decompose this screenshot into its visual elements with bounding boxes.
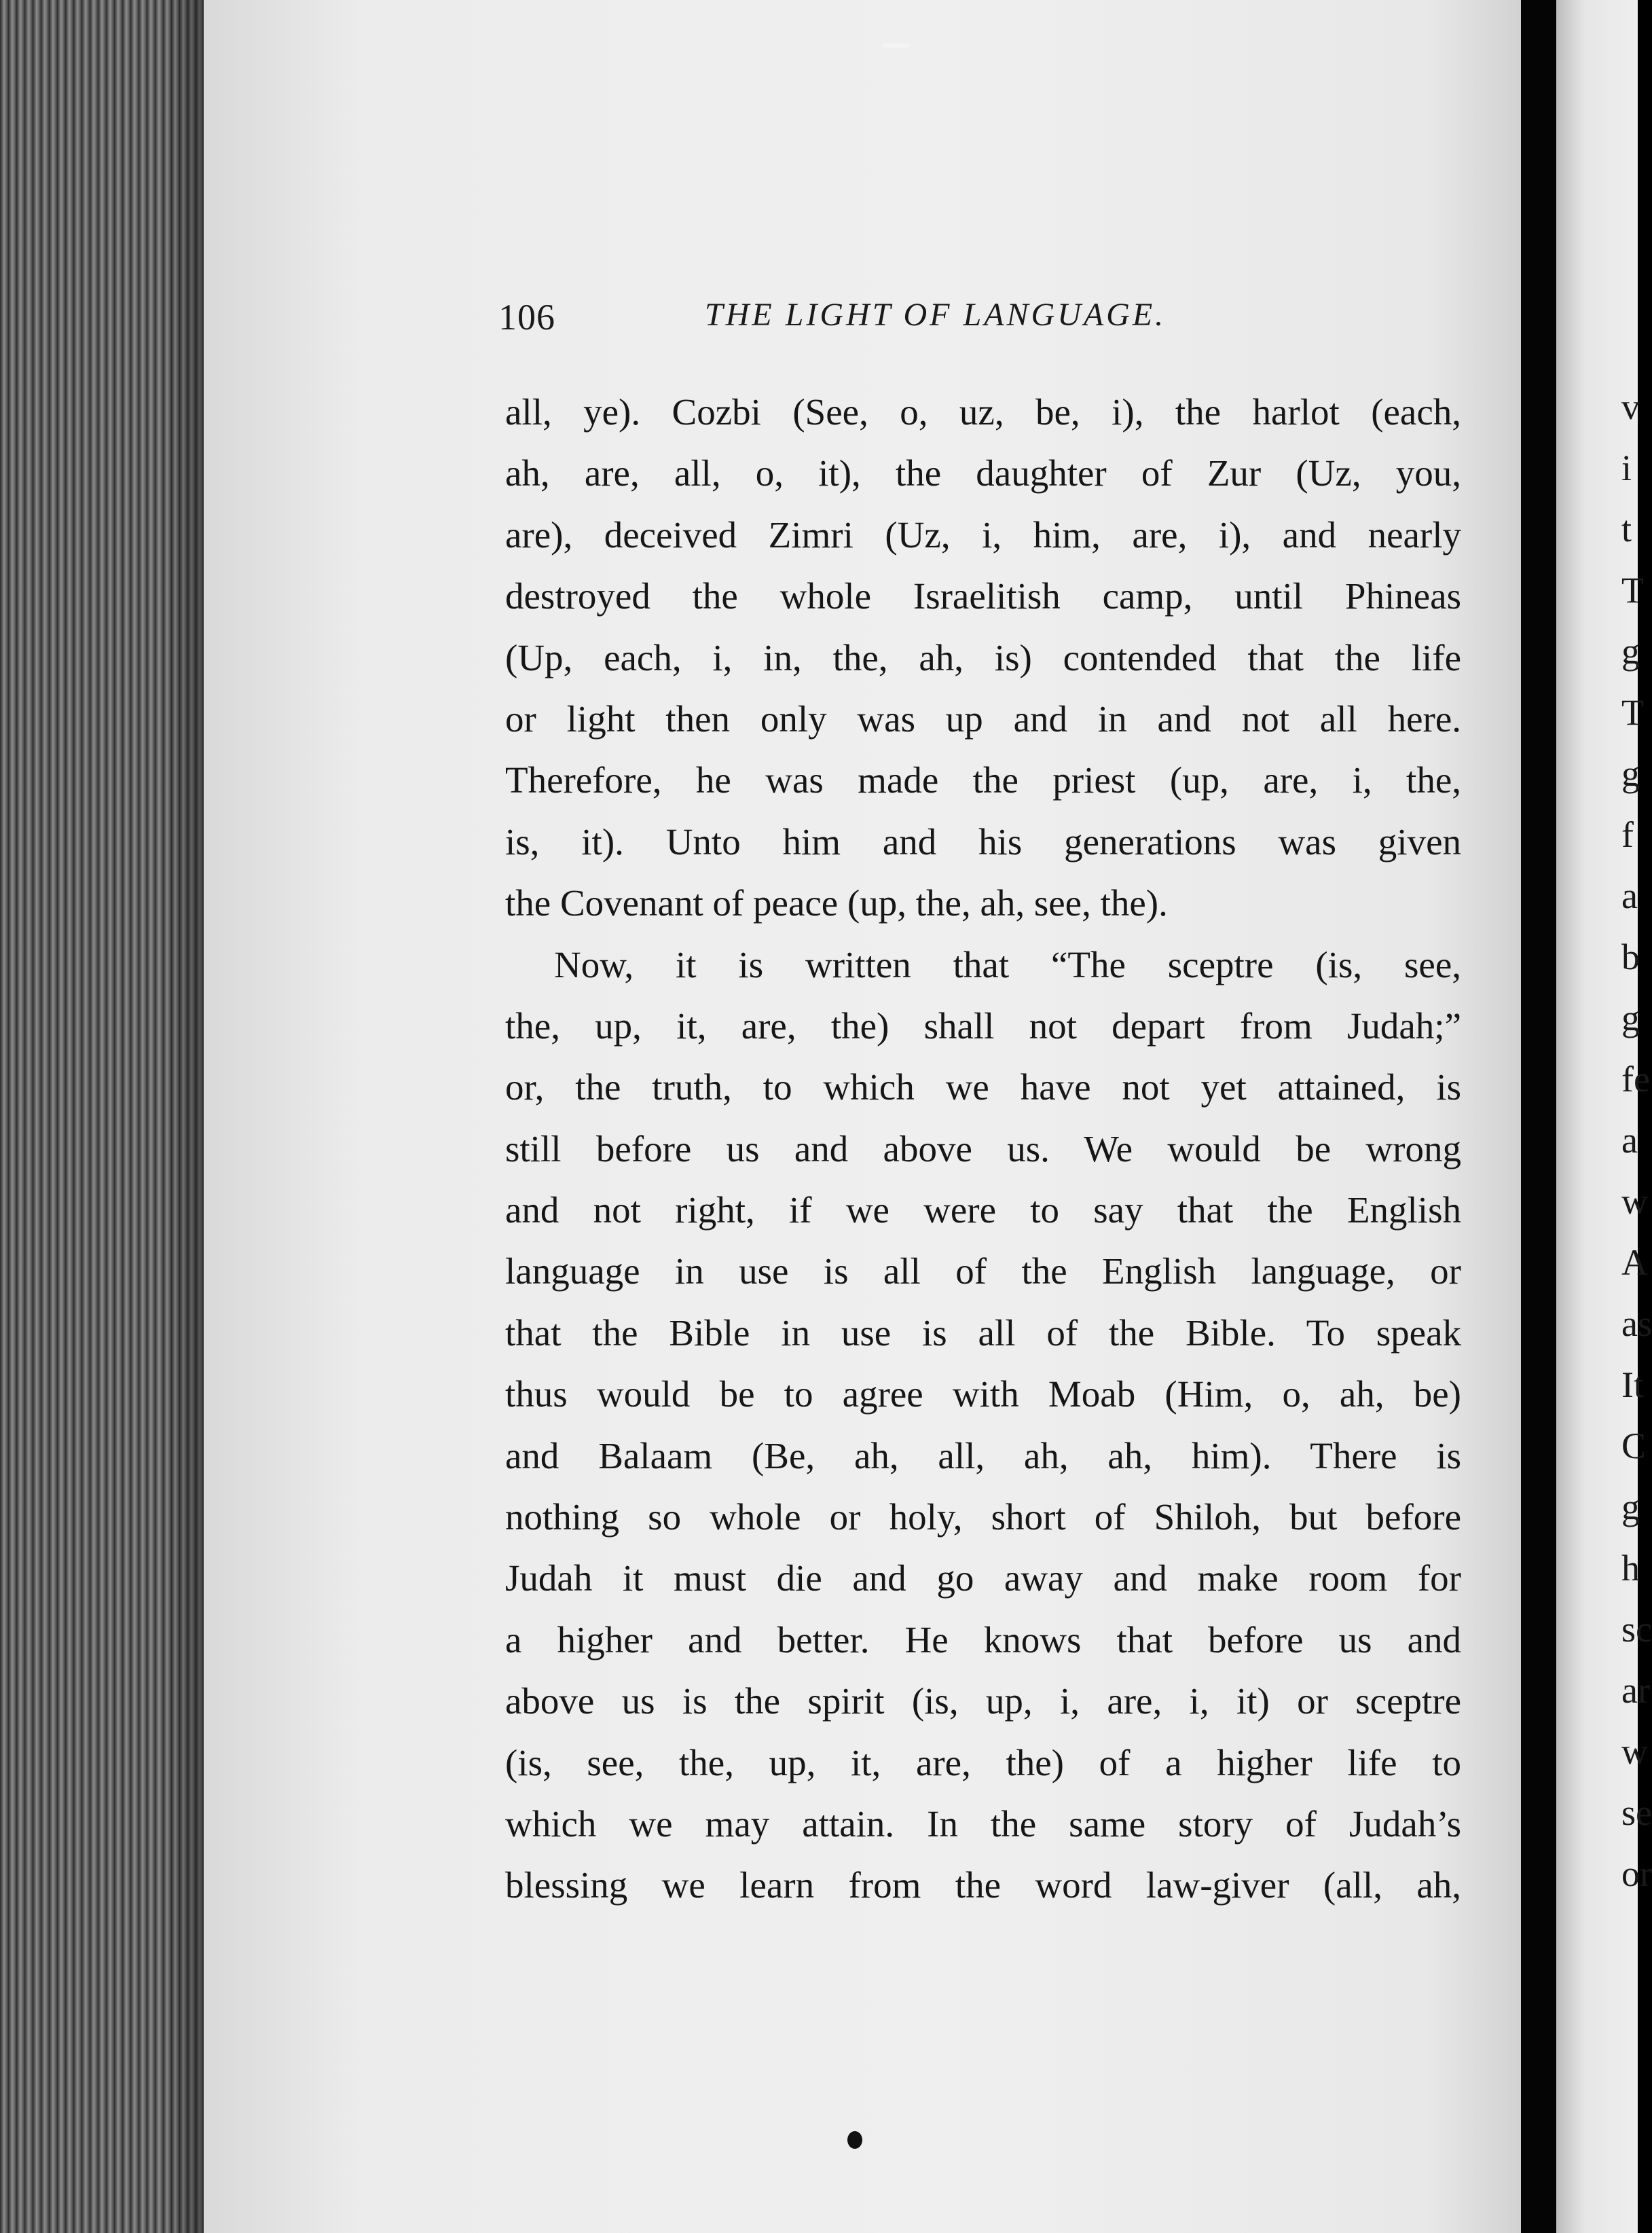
facing-page-fragment: w [1621,1731,1648,1772]
text-line: Now, it is written that “The sceptre (is, see, [554,943,1461,985]
text-line: language in use is all of the English language, or [505,1250,1461,1292]
facing-page-fragment: a [1621,1120,1638,1161]
facing-page-fragment: g [1621,998,1640,1038]
page-number: 106 [498,297,555,338]
body-text [505,382,1461,1917]
text-line: nothing so whole or holy, short of Shiloh, but before [505,1496,1461,1538]
text-line: ah, are, all, o, it), the daughter of Zur (Uz, you, [505,452,1461,494]
text-line: which we may attain. In the same story of Judah’s [505,1802,1461,1845]
facing-page-fragment: t [1621,509,1632,549]
paper-highlight [883,43,910,48]
facing-page-fragment: f [1621,814,1634,855]
facing-page-fragment: or [1621,1853,1652,1894]
text-line: the Covenant of peace (up, the, ah, see, the). [505,882,1168,924]
running-head [498,296,1467,344]
text-line: thus would be to agree with Moab (Him, o, ah, be) [505,1373,1461,1415]
facing-page-fragment: a [1621,875,1638,916]
text-line: Therefore, he was made the priest (up, are, i, the, [505,759,1461,801]
facing-page-fragment: fe [1621,1059,1650,1100]
facing-page-fragment: v [1621,386,1640,427]
running-title: THE LIGHT OF LANGUAGE. [705,297,1167,333]
facing-page-fragment: sc [1621,1609,1652,1650]
text-line: still before us and above us. We would be wrong [505,1127,1461,1169]
facing-page-fragment: g [1621,631,1640,672]
text-line: blessing we learn from the word law-giver (all, ah, [505,1864,1461,1906]
facing-page-fragment: as [1621,1303,1652,1344]
facing-page-fragment: w [1621,1181,1648,1222]
text-line: Judah it must die and go away and make room for [505,1557,1461,1599]
text-line: and not right, if we were to say that the English [505,1189,1461,1231]
text-line: are), deceived Zimri (Uz, i, him, are, i), and nearly [505,513,1461,556]
facing-page-fragment: It [1621,1364,1644,1405]
facing-page [1556,0,1652,2233]
facing-page-fragment: g [1621,1487,1640,1527]
facing-page-fragment: g [1621,753,1640,794]
text-line: destroyed the whole Israelitish camp, until Phineas [505,575,1461,617]
text-line: is, it). Unto him and his generations was given [505,820,1461,863]
facing-page-fragment: ar [1621,1670,1650,1711]
facing-page-fragment: i [1621,448,1632,488]
facing-page-fragment: T [1621,692,1644,733]
text-line: and Balaam (Be, ah, all, ah, ah, him). There is [505,1434,1461,1476]
text-line: above us is the spirit (is, up, i, are, i, it) or sceptre [505,1680,1461,1722]
facing-page-fragment: C [1621,1426,1647,1466]
text-line: or, the truth, to which we have not yet attained, is [505,1066,1461,1108]
facing-page-fragment: A [1621,1242,1648,1283]
text-line: (Up, each, i, in, the, ah, is) contended that the life [505,636,1461,678]
facing-page-fragment: se [1621,1792,1652,1833]
text-line: that the Bible in use is all of the Bible. To speak [505,1311,1461,1354]
ink-speck [847,2131,862,2149]
text-line: or light then only was up and in and not all here. [505,697,1461,740]
book-gutter [1521,0,1556,2233]
book-page-edges [0,0,210,2233]
text-line: all, ye). Cozbi (See, o, uz, be, i), the harlot (each, [505,391,1461,433]
text-line: the, up, it, are, the) shall not depart from Judah;” [505,1004,1461,1047]
facing-page-fragment: h [1621,1548,1640,1588]
facing-page-fragment: b [1621,937,1640,977]
facing-page-fragment: T [1621,570,1644,611]
text-line: a higher and better. He knows that before us and [505,1618,1461,1660]
text-line: (is, see, the, up, it, are, the) of a higher life to [505,1741,1461,1783]
